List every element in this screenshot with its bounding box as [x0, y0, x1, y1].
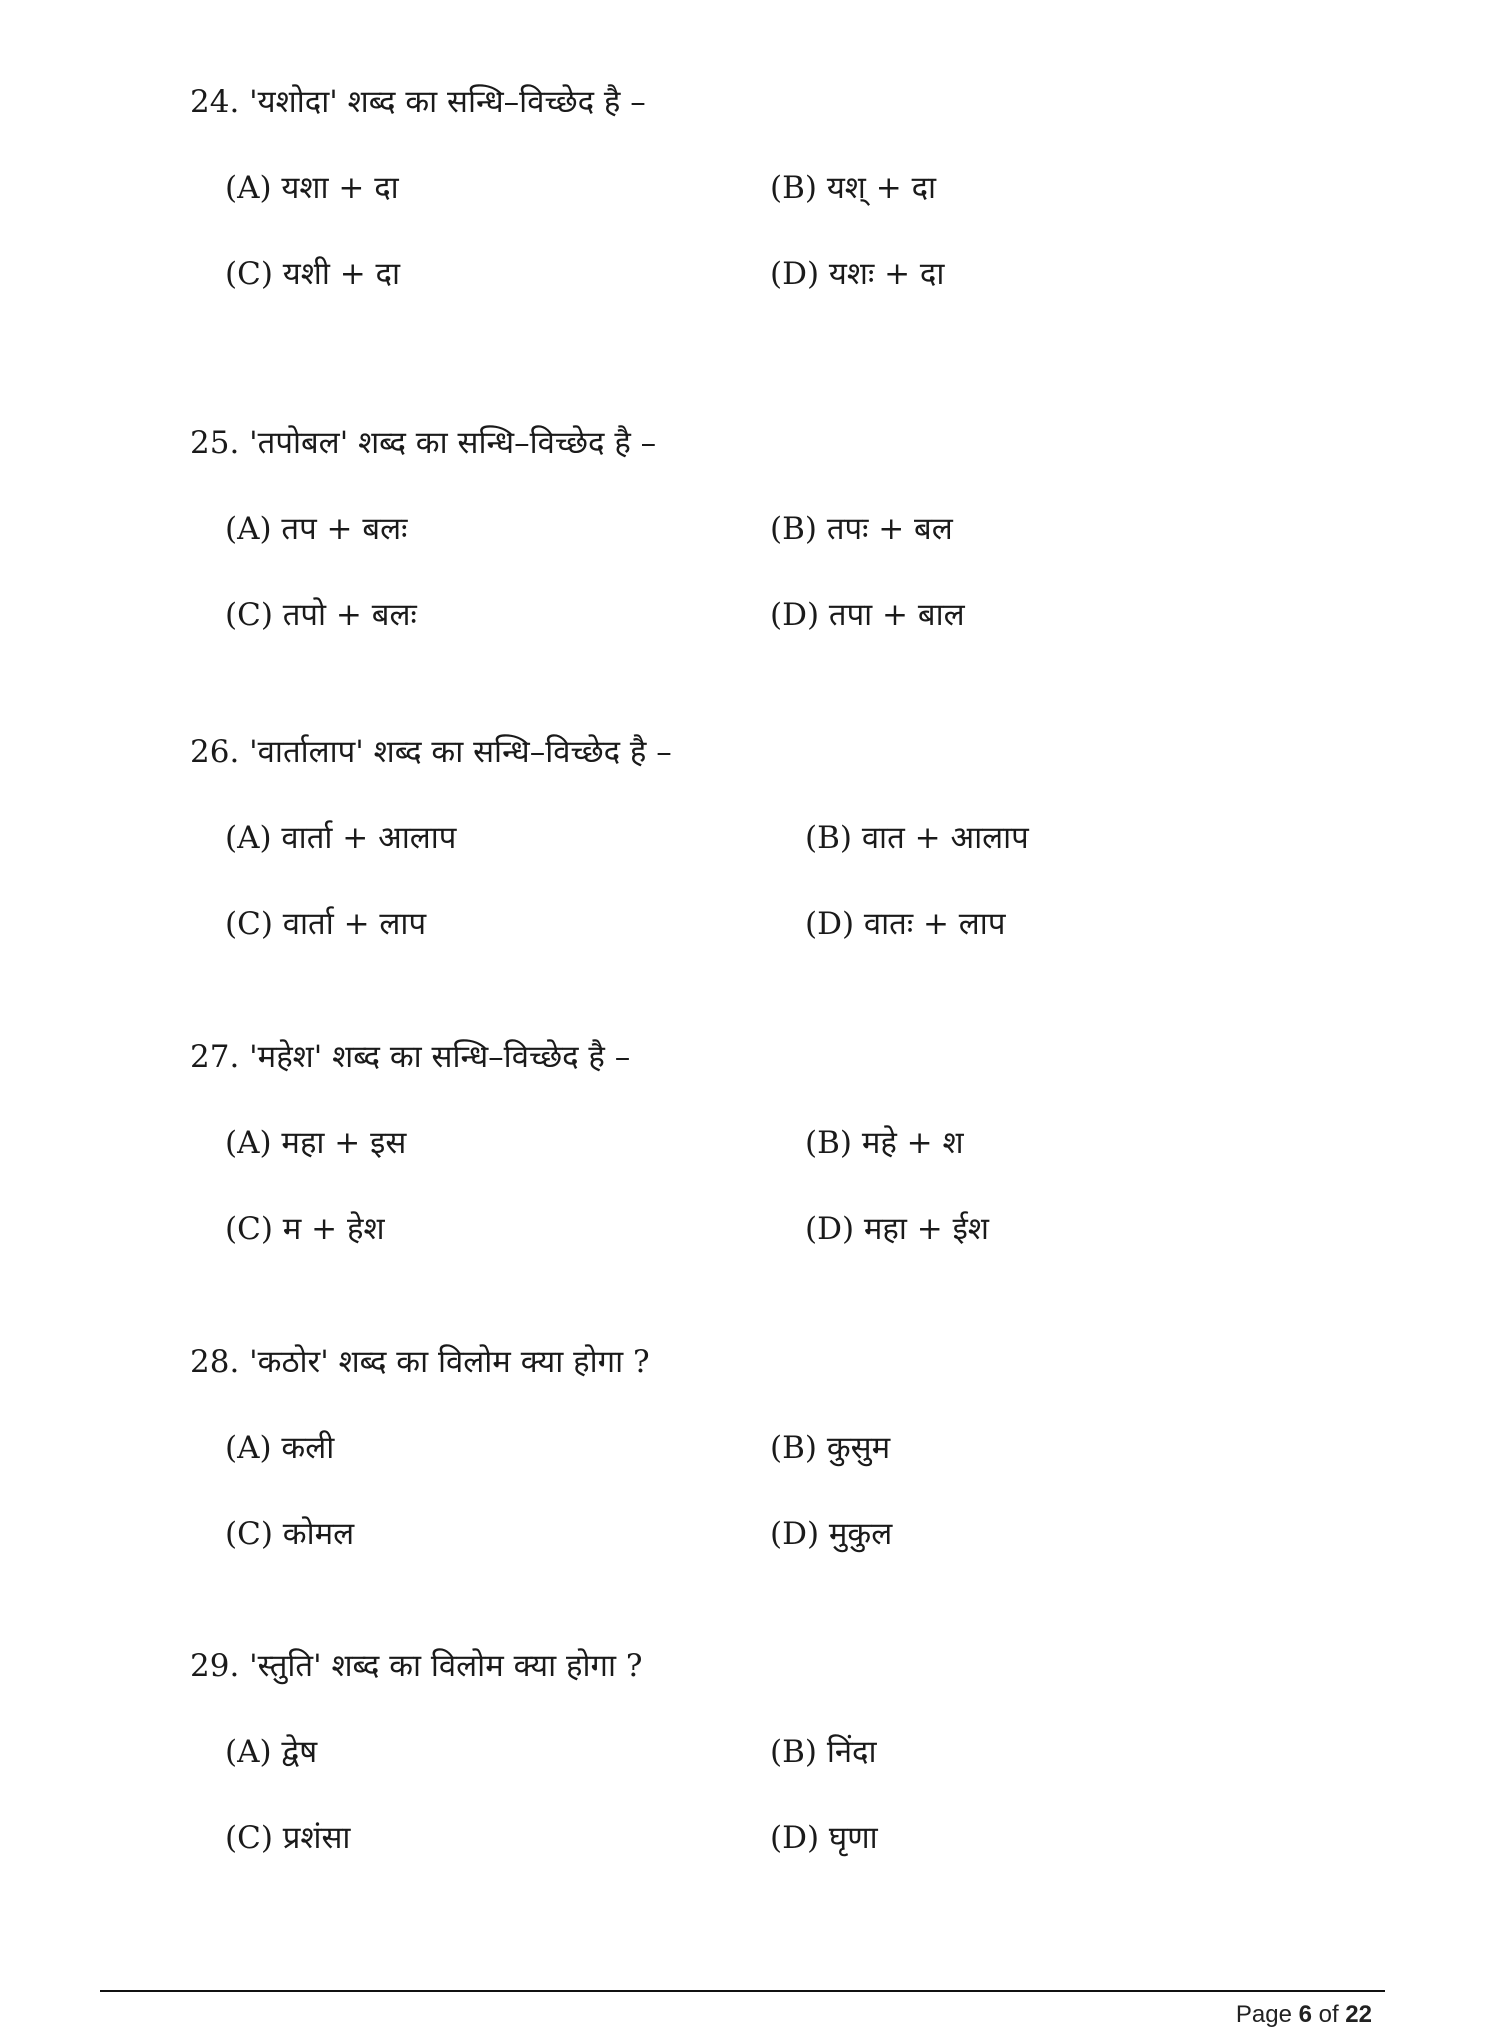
question-27	[190, 1037, 1390, 1249]
option-row	[190, 254, 1390, 294]
page-total: 22	[1345, 2001, 1372, 2028]
option-d: (D) यशः + दा	[770, 256, 945, 292]
question-stem: 24. 'यशोदा' शब्द का सन्धि–विच्छेद है –	[190, 84, 646, 120]
option-row	[190, 1209, 1390, 1249]
option-row	[190, 1732, 1390, 1772]
option-row	[190, 509, 1390, 549]
option-c: (C) यशी + दा	[225, 256, 401, 292]
option-row	[190, 904, 1390, 944]
option-row	[190, 818, 1390, 858]
option-b: (B) निंदा	[770, 1734, 877, 1770]
page-number	[1236, 2001, 1372, 2029]
question-24	[190, 82, 1390, 294]
question-25	[190, 423, 1390, 635]
option-a: (A) महा + इस	[225, 1125, 407, 1161]
question-28	[190, 1342, 1390, 1554]
option-b: (B) यश् + दा	[770, 170, 937, 206]
option-a: (A) कली	[225, 1430, 335, 1466]
option-row	[190, 1123, 1390, 1163]
option-c: (C) वार्ता + लाप	[225, 906, 427, 942]
option-b: (B) महे + श	[805, 1125, 964, 1161]
option-c: (C) प्रशंसा	[225, 1820, 351, 1856]
option-b: (B) कुसुम	[770, 1430, 891, 1466]
option-c: (C) तपो + बलः	[225, 597, 417, 633]
option-c: (C) कोमल	[225, 1516, 355, 1552]
option-row	[190, 595, 1390, 635]
option-d: (D) मुकुल	[770, 1516, 893, 1552]
question-29	[190, 1646, 1390, 1858]
question-stem: 27. 'महेश' शब्द का सन्धि–विच्छेद है –	[190, 1039, 631, 1075]
question-stem: 28. 'कठोर' शब्द का विलोम क्या होगा ?	[190, 1344, 650, 1380]
option-b: (B) तपः + बल	[770, 511, 953, 547]
option-d: (D) घृणा	[770, 1820, 878, 1856]
question-stem: 25. 'तपोबल' शब्द का सन्धि–विच्छेद है –	[190, 425, 657, 461]
option-a: (A) द्वेष	[225, 1734, 318, 1770]
option-a: (A) तप + बलः	[225, 511, 408, 547]
question-stem: 26. 'वार्तालाप' शब्द का सन्धि–विच्छेद है –	[190, 734, 672, 770]
option-row	[190, 1428, 1390, 1468]
option-c: (C) म + हेश	[225, 1211, 385, 1247]
option-row	[190, 168, 1390, 208]
page-current: 6	[1298, 2001, 1312, 2028]
option-a: (A) वार्ता + आलाप	[225, 820, 457, 856]
question-26	[190, 732, 1390, 944]
footer-divider	[100, 1990, 1385, 1992]
option-d: (D) तपा + बाल	[770, 597, 965, 633]
option-b: (B) वात + आलाप	[805, 820, 1029, 856]
page-mid: of	[1311, 2001, 1346, 2028]
option-d: (D) महा + ईश	[805, 1211, 989, 1247]
question-stem: 29. 'स्तुति' शब्द का विलोम क्या होगा ?	[190, 1648, 643, 1684]
option-d: (D) वातः + लाप	[805, 906, 1006, 942]
option-row	[190, 1818, 1390, 1858]
page-prefix: Page	[1235, 2001, 1299, 2028]
option-row	[190, 1514, 1390, 1554]
option-a: (A) यशा + दा	[225, 170, 399, 206]
